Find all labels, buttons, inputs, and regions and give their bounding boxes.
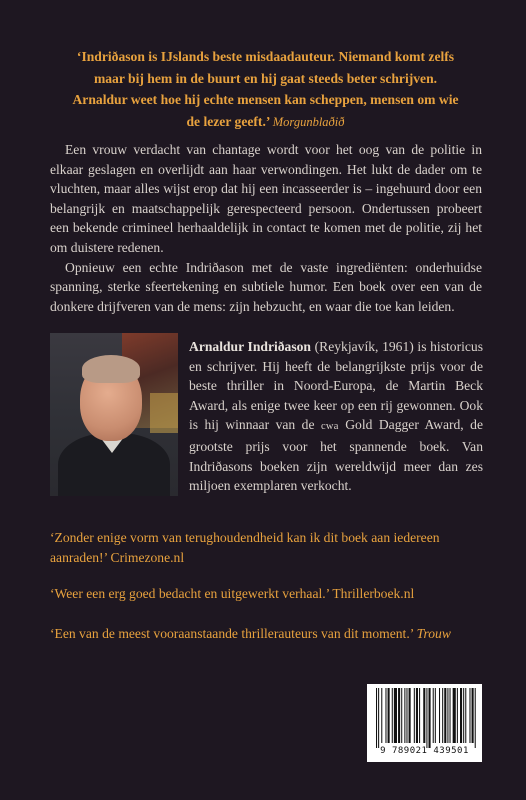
review-2-source: Thrillerboek.nl [332,586,415,601]
barcode [367,684,482,762]
top-quote-source: Morgunblaðið [272,114,345,129]
author-bio-part-2: Gold Dagger Award, de grootste prijs voor het spannende boek. Van Indriðasons boeken zijn wereldwijd meer dan zes miljoen exemplaren verkocht. [189,417,483,494]
top-quote-text: ‘Indriðason is IJslands beste misdaadauteur. Niemand komt zelfs maar bij hem in de buurt en hij gaat steeds beter schrijven. Arnaldur weet hoe hij echte mensen kan scheppen, mensen om wie de lezer geeft.’ [72,49,459,129]
barcode-bar [378,688,379,748]
review-3-source: Trouw [416,626,451,641]
top-quote [68,46,463,133]
review-3-text: ‘Een van de meest vooraanstaande thrillerauteurs van dit moment.’ [50,626,417,641]
barcode-bar [414,688,415,743]
barcode-bar [388,688,390,743]
barcode-bar [381,688,382,743]
blurb-paragraph-1: Een vrouw verdacht van chantage wordt voor het oog van de politie in elkaar geslagen en overlijdt aan haar verwondingen. Het lukt de dader om te vluchten, maar alles wijst erop dat hij een incasseerder is – ingehuurd door een belangrijk en maatschappelijk gerespecteerd persoon. Ondertussen probeert een bekende crimineel herhaaldelijk in contact te komen met de politie, zij het om duistere redenen. [50,142,482,255]
barcode-bar [442,688,443,743]
barcode-bar [429,688,431,748]
barcode-bar [469,688,470,743]
blurb [50,140,482,316]
barcode-bar [401,688,402,743]
author-bio-cwa: cwa [320,421,339,433]
barcode-bar [433,688,434,743]
barcode-bar [416,688,418,743]
barcode-bar [409,688,411,743]
author-photo [50,333,178,496]
barcode-bar [460,688,462,743]
barcode-bar [426,688,427,748]
barcode-bar [392,688,393,743]
barcode-bars [367,684,482,748]
review-2 [50,584,490,604]
barcode-bar [423,688,425,743]
review-1-source: Crimezone.nl [110,549,185,565]
barcode-bar [435,688,436,743]
barcode-bar [444,688,446,743]
barcode-bar [450,688,451,743]
barcode-bar [398,688,400,743]
barcode-bar [376,688,377,748]
barcode-bar [472,688,474,743]
review-1 [50,528,490,567]
barcode-bar [475,688,476,748]
barcode-bar [419,688,420,743]
review-2-text: ‘Weer een erg goed bedacht en uitgewerkt verhaal.’ [50,586,333,601]
author-name: Arnaldur Indriðason [189,339,311,354]
barcode-bar [385,688,386,743]
barcode-bar [447,688,448,743]
barcode-bar [406,688,407,743]
barcode-bar [465,688,466,743]
author-bio [189,337,483,496]
barcode-bar [394,688,397,743]
barcode-bar [439,688,440,743]
barcode-number: 9 789021 439501 [380,746,469,756]
blurb-paragraph-2: Opnieuw een echte Indriðason met de vaste ingrediënten: onderhuidse spanning, sterke sfeertekening en subtiele humor. Een boek over een van de donkere drijfveren van de mens: zijn hebzucht, en waar die toe kan leiden. [50,259,482,314]
barcode-bar [463,688,464,743]
photo-background-accent [150,393,178,433]
author-bio-part-1: (Reykjavík, 1961) is historicus en schrijver. Hij heeft de belangrijkste prijs voor de beste thriller in Noord-Europa, de Martin Beck Award, als enige twee keer op een rij gewonnen. Ook is hij winnaar van de [189,339,483,433]
review-1-text: ‘Zonder enige vorm van terughoudendheid kan ik dit boek aan iedereen aanraden!’ [50,530,440,565]
photo-author-hair [82,355,140,383]
barcode-bar [453,688,456,743]
barcode-bar [457,688,458,743]
review-3 [50,624,490,644]
barcode-bar [404,688,405,743]
